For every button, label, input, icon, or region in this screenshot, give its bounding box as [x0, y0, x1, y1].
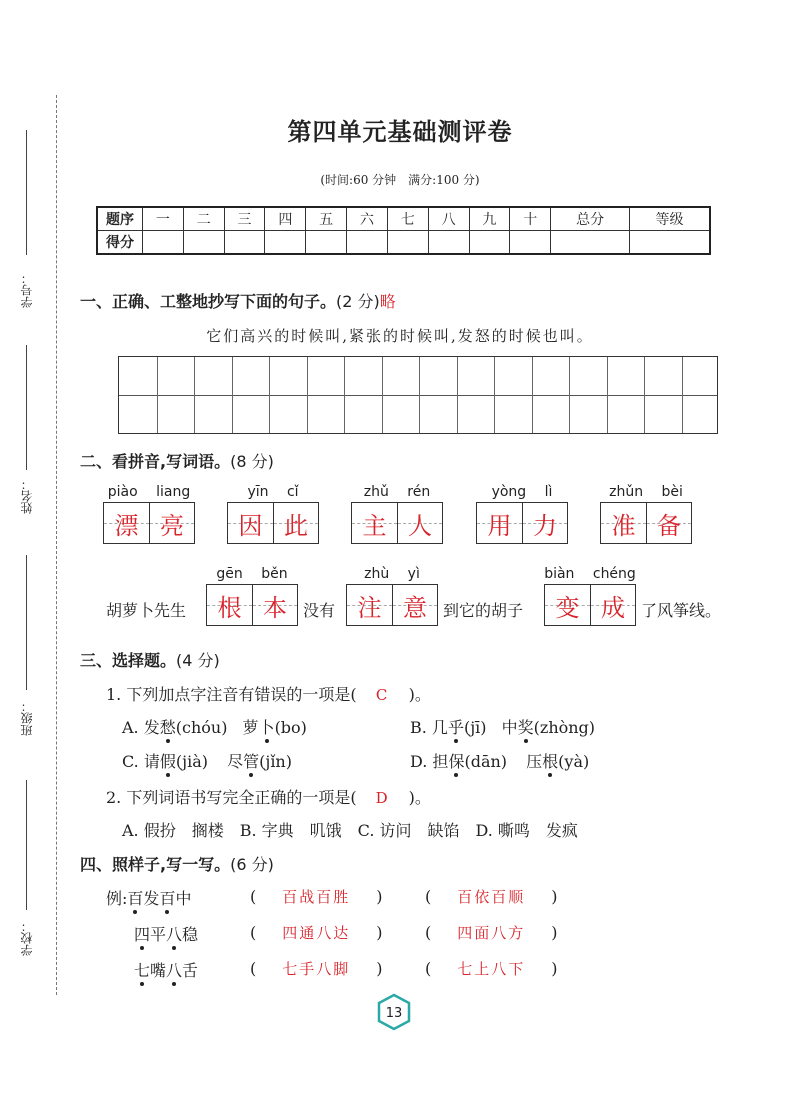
option-text: D. 担	[410, 752, 449, 771]
pinyin-word	[103, 484, 195, 546]
answer-box[interactable]	[206, 584, 298, 626]
answer-char: 力	[533, 511, 557, 540]
name-label: 姓名：	[20, 478, 34, 514]
dotted-char: 保	[448, 752, 465, 771]
table-cell: 九	[469, 207, 510, 231]
answer-slot[interactable]: ( 七手八脚 )	[250, 959, 383, 978]
pinyin-word	[600, 484, 692, 546]
option-text: A. 发	[122, 718, 160, 737]
row-header: 得分	[97, 231, 143, 255]
pinyin-text: piào liang	[107, 484, 191, 500]
pinyin-text: yīn cǐ	[247, 484, 299, 500]
pinyin-word	[476, 484, 568, 546]
table-cell: 四	[265, 207, 306, 231]
answer-char: 用	[487, 511, 512, 540]
option-pinyin: (zhòng)	[533, 718, 596, 737]
answer-text: 百战百胜	[282, 888, 351, 906]
answer-box[interactable]	[351, 502, 443, 544]
pinyin-word	[346, 566, 438, 628]
option-pinyin: (jǐn)	[259, 752, 292, 771]
answer-char: 漂	[114, 511, 139, 540]
grid-column-line	[232, 357, 233, 433]
dotted-char: 愁	[159, 718, 176, 737]
answer-char: 变	[555, 593, 580, 622]
dotted-char: 百	[127, 889, 144, 908]
answer-char: 主	[362, 511, 387, 540]
section2-heading	[80, 449, 274, 472]
sentence-part: 到它的胡子	[443, 601, 524, 620]
grid-column-line	[157, 357, 158, 433]
option-text: 压	[526, 752, 543, 771]
page-number: 13	[385, 1006, 403, 1021]
section4-heading	[80, 852, 274, 875]
table-cell: 七	[387, 207, 428, 231]
answer-char: 因	[238, 511, 263, 540]
score-cell[interactable]	[387, 231, 428, 255]
student-id-blank[interactable]	[26, 130, 27, 255]
grid-column-line	[457, 357, 458, 433]
class-label: 班级：	[20, 700, 34, 736]
option-text: C. 请	[122, 752, 160, 771]
page-number-badge	[375, 993, 413, 1031]
grid-column-line	[307, 357, 308, 433]
score-cell[interactable]	[469, 231, 510, 255]
table-cell: 五	[306, 207, 347, 231]
score-cell[interactable]	[143, 231, 184, 255]
dotted-char: 七	[134, 961, 151, 980]
grid-column-line	[344, 357, 345, 433]
word-char: 中	[175, 889, 192, 908]
word-char: 平	[150, 925, 167, 944]
pinyin-text: biàn chéng	[544, 566, 636, 582]
question-2	[106, 785, 431, 808]
option-text: 尽	[227, 752, 244, 771]
grid-divider	[119, 395, 717, 396]
question-2-options: A. 假扮 搁楼 B. 字典 叽饿 C. 访问 缺馅 D. 嘶鸣 发疯	[122, 821, 578, 840]
section-points: (6 分)	[230, 855, 274, 874]
option-c	[122, 749, 292, 772]
answer-text: 七上八下	[457, 960, 526, 978]
grid-column-line	[644, 357, 645, 433]
grid-column-line	[569, 357, 570, 433]
pinyin-word	[351, 484, 443, 546]
table-row	[97, 231, 710, 255]
option-pinyin: (bo)	[274, 718, 307, 737]
answer-box[interactable]	[476, 502, 568, 544]
answer-char: 亮	[160, 511, 184, 540]
dotted-char: 乎	[447, 718, 464, 737]
table-cell: 一	[143, 207, 184, 231]
answer-text[interactable]: D	[375, 789, 390, 807]
pinyin-text: zhù yì	[364, 566, 420, 582]
grid-column-line	[682, 357, 683, 433]
answer-char: 成	[601, 593, 625, 622]
answer-box[interactable]	[103, 502, 195, 544]
dotted-char: 八	[166, 925, 183, 944]
copy-sentence: 它们高兴的时候叫,紧张的时候叫,发怒的时候也叫。	[206, 327, 594, 345]
example-row	[106, 886, 191, 909]
page-title: 第四单元基础测评卷	[287, 118, 513, 146]
answer-char: 注	[357, 593, 382, 622]
answer-char: 意	[403, 593, 427, 622]
answer-text: 七手八脚	[282, 960, 351, 978]
score-cell[interactable]	[265, 231, 306, 255]
option-pinyin: (dān)	[464, 752, 508, 771]
exam-info: (时间:60 分钟 满分:100 分)	[320, 173, 480, 187]
answer-char: 此	[284, 511, 308, 540]
section1-heading	[80, 289, 396, 312]
writing-grid[interactable]	[118, 356, 718, 434]
dotted-char: 管	[243, 752, 260, 771]
score-table	[96, 206, 711, 255]
row-header: 题序	[97, 207, 143, 231]
table-row	[97, 207, 710, 231]
section-points: (4 分)	[176, 651, 220, 670]
grid-column-line	[382, 357, 383, 433]
question-stem: 2. 下列词语书写完全正确的一项是(	[106, 788, 357, 807]
example-label: 例:	[106, 889, 128, 908]
table-cell: 八	[428, 207, 469, 231]
table-cell: 六	[347, 207, 388, 231]
answer-slot[interactable]: ( 四通八达 )	[250, 923, 383, 942]
answer-box[interactable]	[544, 584, 636, 626]
answer-text: 百依百顺	[457, 888, 526, 906]
question-1	[106, 682, 431, 705]
option-text: 萝	[242, 718, 259, 737]
section-points: (8 分)	[230, 452, 274, 471]
dotted-char: 奖	[517, 718, 534, 737]
pinyin-text: zhǔ rén	[363, 484, 431, 500]
score-cell[interactable]	[183, 231, 224, 255]
answer-char: 备	[657, 511, 681, 540]
section-title: 三、选择题。	[80, 651, 177, 670]
dotted-char: 八	[166, 961, 183, 980]
option-pinyin: (jià)	[175, 752, 208, 771]
school-blank[interactable]	[26, 780, 27, 910]
option-pinyin: (chóu)	[175, 718, 228, 737]
binding-line	[56, 95, 57, 995]
answer-box[interactable]	[346, 584, 438, 626]
sentence-part: 了风筝线。	[641, 601, 722, 620]
dotted-char: 百	[159, 889, 176, 908]
option-pinyin: (jī)	[463, 718, 487, 737]
student-id-label: 学号：	[20, 272, 34, 308]
sentence-part: 胡萝卜先生	[106, 601, 187, 620]
answer-box[interactable]	[227, 502, 319, 544]
option-d	[410, 749, 589, 772]
dotted-char: 根	[542, 752, 559, 771]
table-cell: 三	[224, 207, 265, 231]
school-label: 学校：	[20, 920, 34, 956]
answer-text: 略	[379, 292, 396, 311]
dotted-char: 卜	[258, 718, 275, 737]
answer-char: 根	[217, 593, 242, 622]
score-cell[interactable]	[428, 231, 469, 255]
section-points: (2 分)	[336, 292, 380, 311]
section-title: 一、正确、工整地抄写下面的句子。	[80, 292, 337, 311]
section-title: 二、看拼音,写词语。	[80, 452, 231, 471]
pinyin-text: yòng lì	[491, 484, 553, 500]
table-cell: 等级	[630, 207, 710, 231]
answer-text[interactable]: C	[375, 686, 390, 704]
section-title: 四、照样子,写一写。	[80, 855, 231, 874]
score-cell[interactable]	[224, 231, 265, 255]
table-cell: 总分	[551, 207, 630, 231]
answer-text: 四通八达	[282, 924, 351, 942]
answer-text: 四面八方	[457, 924, 526, 942]
section3-heading	[80, 648, 220, 671]
sentence-part: 没有	[303, 601, 336, 620]
grid-column-line	[194, 357, 195, 433]
grid-column-line	[607, 357, 608, 433]
pinyin-text: zhǔn bèi	[609, 484, 683, 500]
word-char: 稳	[182, 925, 199, 944]
idiom-row	[134, 922, 198, 945]
name-blank[interactable]	[26, 345, 27, 470]
option-pinyin: (yà)	[558, 752, 590, 771]
grid-column-line	[494, 357, 495, 433]
pinyin-word	[227, 484, 319, 546]
question-close: )。	[408, 788, 431, 807]
word-char: 发	[143, 889, 160, 908]
table-cell: 十	[510, 207, 551, 231]
dotted-char: 假	[159, 752, 176, 771]
idiom-row	[134, 958, 198, 981]
answer-char: 本	[263, 593, 287, 622]
class-blank[interactable]	[26, 555, 27, 690]
word-char: 舌	[182, 961, 199, 980]
answer-slot[interactable]: ( 七上八下 )	[425, 959, 558, 978]
pinyin-text: gēn běn	[216, 566, 288, 582]
score-cell[interactable]	[630, 231, 710, 255]
dotted-char: 四	[134, 925, 151, 944]
option-a	[122, 715, 307, 738]
answer-box[interactable]	[600, 502, 692, 544]
grid-column-line	[419, 357, 420, 433]
question-close: )。	[408, 685, 431, 704]
grid-column-line	[269, 357, 270, 433]
score-cell[interactable]	[306, 231, 347, 255]
answer-char: 准	[611, 511, 636, 540]
score-cell[interactable]	[347, 231, 388, 255]
question-stem: 1. 下列加点字注音有错误的一项是(	[106, 685, 357, 704]
answer-char: 人	[408, 511, 432, 540]
word-char: 嘴	[150, 961, 167, 980]
option-text: 中	[501, 718, 518, 737]
answer-slot[interactable]: ( 百依百顺 )	[425, 887, 558, 906]
pinyin-word	[206, 566, 298, 628]
score-cell[interactable]	[510, 231, 551, 255]
score-cell[interactable]	[551, 231, 630, 255]
answer-slot[interactable]: ( 四面八方 )	[425, 923, 558, 942]
answer-slot[interactable]: ( 百战百胜 )	[250, 887, 383, 906]
option-b	[410, 715, 595, 738]
pinyin-word	[544, 566, 636, 628]
grid-column-line	[532, 357, 533, 433]
table-cell: 二	[183, 207, 224, 231]
option-text: B. 几	[410, 718, 448, 737]
